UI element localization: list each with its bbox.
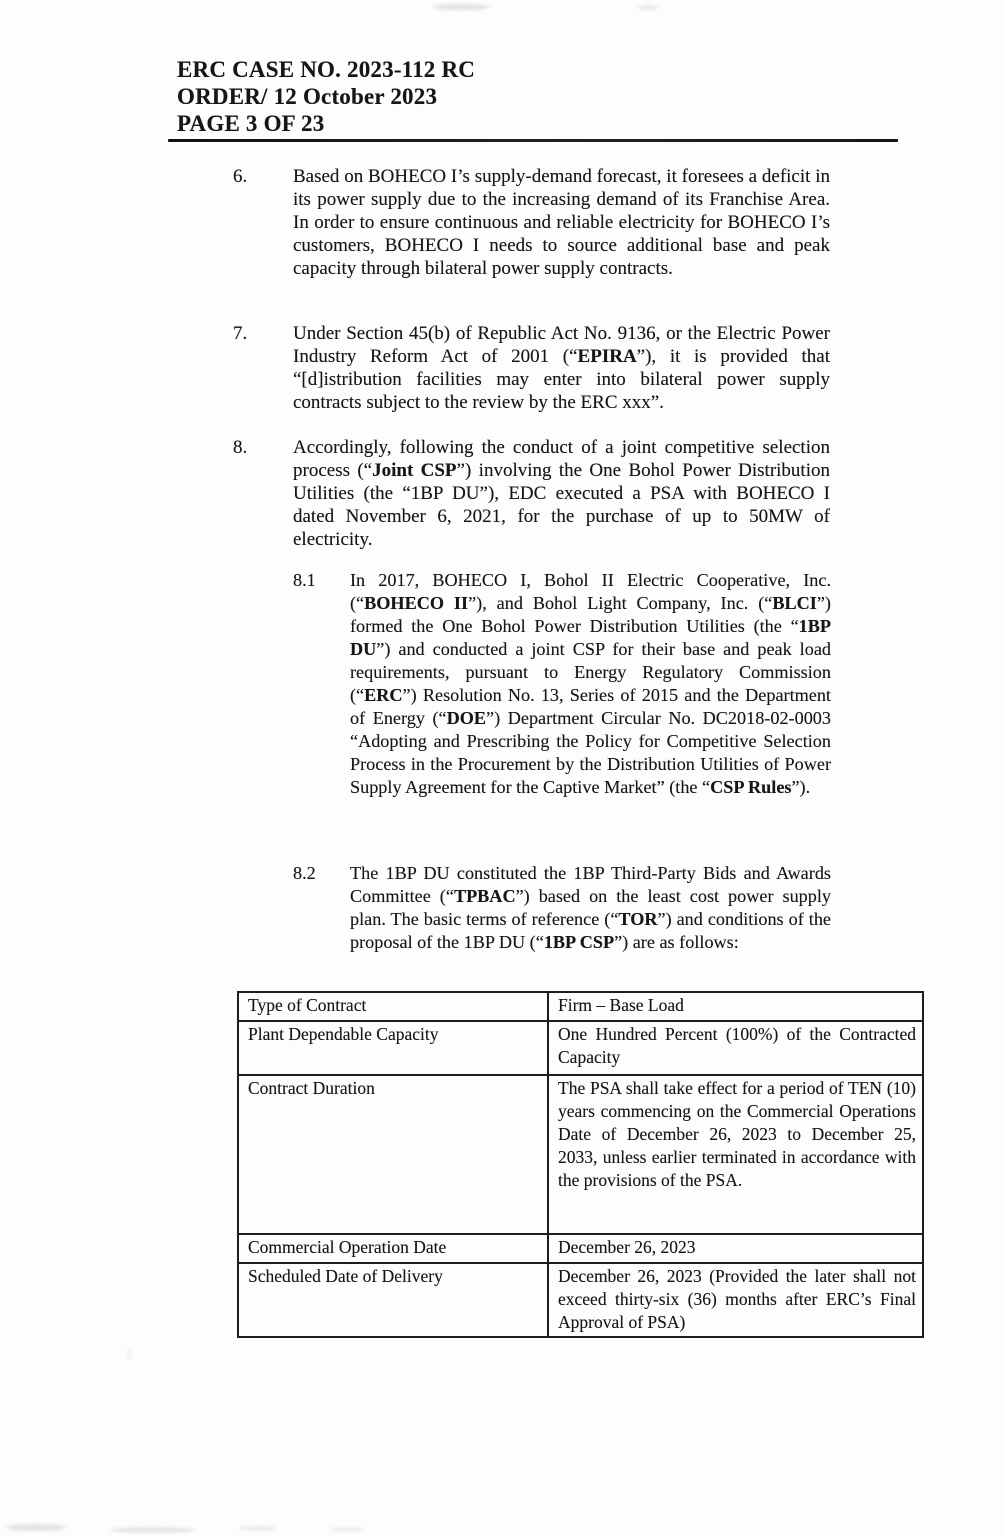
term-label: Scheduled Date of Delivery bbox=[238, 1263, 548, 1337]
paragraph-8-2 bbox=[293, 862, 831, 954]
text-run: ”) Department Circular No. DC2018-02-0003 “Adopting and Prescribing the Policy for Competitive Selection Process in the Procurement by the Distribution Utilities of Power Supply Agreement for the Captive Market” (the “ bbox=[350, 708, 831, 797]
defined-term: BOHECO II bbox=[364, 593, 469, 613]
defined-term: ERC bbox=[364, 685, 403, 705]
paragraph-number: 8.2 bbox=[293, 863, 316, 883]
page-header bbox=[177, 56, 475, 137]
text-run: Accordingly, following the conduct of a joint competitive selection process (“ bbox=[293, 437, 830, 481]
paragraph-7 bbox=[233, 322, 830, 414]
text-run: ”) based on the least cost power supply plan. The basic terms of reference (“ bbox=[350, 886, 831, 929]
term-label: Contract Duration bbox=[238, 1075, 548, 1234]
text-run: ”), and Bohol Light Company, Inc. (“ bbox=[468, 593, 773, 613]
paragraph-number: 7. bbox=[233, 323, 248, 344]
defined-term: TPBAC bbox=[453, 886, 516, 906]
text-run: Based on BOHECO I’s supply-demand forecast, it foresees a deficit in its power supply due to the increasing demand of its Franchise Area. In order to ensure continuous and reliable electricity for BOHECO I’s customers, BOHECO I needs to source additional base and peak capacity through bilateral power supply contracts. bbox=[293, 166, 830, 279]
paragraph-8 bbox=[233, 436, 830, 551]
terms-table-body bbox=[238, 992, 923, 1337]
table-row bbox=[238, 1075, 923, 1234]
defined-term: 1BP DU bbox=[350, 616, 831, 659]
paragraph-text bbox=[350, 569, 831, 799]
text-run: Under Section 45(b) of Republic Act No. 9136, or the Electric Power Industry Reform Act of 2001 (“ bbox=[293, 323, 830, 367]
page-number-line: PAGE 3 OF 23 bbox=[177, 111, 325, 136]
term-label: Type of Contract bbox=[238, 992, 548, 1021]
scan-smudge bbox=[432, 4, 490, 10]
scan-smudge bbox=[6, 1524, 66, 1531]
term-value: December 26, 2023 (Provided the later shall not exceed thirty-six (36) months after ERC’s Final Approval of PSA) bbox=[548, 1263, 923, 1337]
table-row bbox=[238, 1263, 923, 1337]
order-date-line: ORDER/ 12 October 2023 bbox=[177, 84, 438, 109]
text-run: ”) are as follows: bbox=[614, 932, 739, 952]
scan-smudge bbox=[238, 1526, 278, 1531]
text-run: ”) and conducted a joint CSP for their base and peak load requirements, pursuant to Energy Regulatory Commission (“ bbox=[350, 639, 831, 705]
paragraph-text bbox=[293, 165, 830, 280]
defined-term: BLCI bbox=[772, 593, 817, 613]
text-run: The 1BP DU constituted the 1BP Third-Party Bids and Awards Committee (“ bbox=[350, 863, 831, 906]
defined-term: TOR bbox=[618, 909, 658, 929]
term-value: One Hundred Percent (100%) of the Contracted Capacity bbox=[548, 1021, 923, 1075]
scan-smudge bbox=[110, 1527, 195, 1533]
text-run: In 2017, BOHECO I, Bohol II Electric Cooperative, Inc. (“ bbox=[350, 570, 831, 613]
scan-smudge bbox=[638, 5, 658, 10]
defined-term: DOE bbox=[446, 708, 487, 728]
terms-of-reference-table bbox=[237, 991, 924, 1338]
table-row bbox=[238, 1234, 923, 1263]
text-run: ”). bbox=[791, 777, 811, 797]
paragraph-8-1 bbox=[293, 569, 831, 799]
text-run: ”) formed the One Bohol Power Distribution Utilities (the “ bbox=[350, 593, 831, 636]
header-rule bbox=[168, 139, 898, 142]
term-value: December 26, 2023 bbox=[548, 1234, 923, 1263]
text-run: ”) involving the One Bohol Power Distribution Utilities (the “1BP DU”), EDC executed a PSA with BOHECO I dated November 6, 2021, for the purchase of up to 50MW of electricity. bbox=[293, 460, 830, 550]
scan-smudge bbox=[330, 1527, 365, 1532]
case-number-line: ERC CASE NO. 2023-112 RC bbox=[177, 57, 476, 82]
paragraph-number: 6. bbox=[233, 166, 248, 187]
text-run: ”) Resolution No. 13, Series of 2015 and the Department of Energy (“ bbox=[350, 685, 831, 728]
paragraph-6 bbox=[233, 165, 830, 280]
paragraph-text bbox=[293, 436, 830, 551]
table-row bbox=[238, 1021, 923, 1075]
term-value: Firm – Base Load bbox=[548, 992, 923, 1021]
text-run: ”) and conditions of the proposal of the 1BP DU (“ bbox=[350, 909, 831, 952]
paragraph-number: 8.1 bbox=[293, 570, 316, 590]
defined-term: CSP Rules bbox=[710, 777, 792, 797]
scan-smudge bbox=[128, 1348, 131, 1360]
paragraph-text bbox=[293, 322, 830, 414]
defined-term: Joint CSP bbox=[372, 460, 457, 481]
term-value: The PSA shall take effect for a period of TEN (10) years commencing on the Commercial Operations Date of December 26, 2023 to December 25, 2033, unless earlier terminated in accordance with the provisions of the PSA. bbox=[548, 1075, 923, 1234]
defined-term: EPIRA bbox=[577, 346, 637, 367]
table-row bbox=[238, 992, 923, 1021]
text-run: ”), it is provided that “[d]istribution facilities may enter into bilateral power supply contracts subject to the review by the ERC xxx”. bbox=[293, 346, 830, 413]
paragraph-number: 8. bbox=[233, 437, 248, 458]
defined-term: 1BP CSP bbox=[543, 932, 615, 952]
paragraph-text bbox=[350, 862, 831, 954]
term-label: Plant Dependable Capacity bbox=[238, 1021, 548, 1075]
term-label: Commercial Operation Date bbox=[238, 1234, 548, 1263]
